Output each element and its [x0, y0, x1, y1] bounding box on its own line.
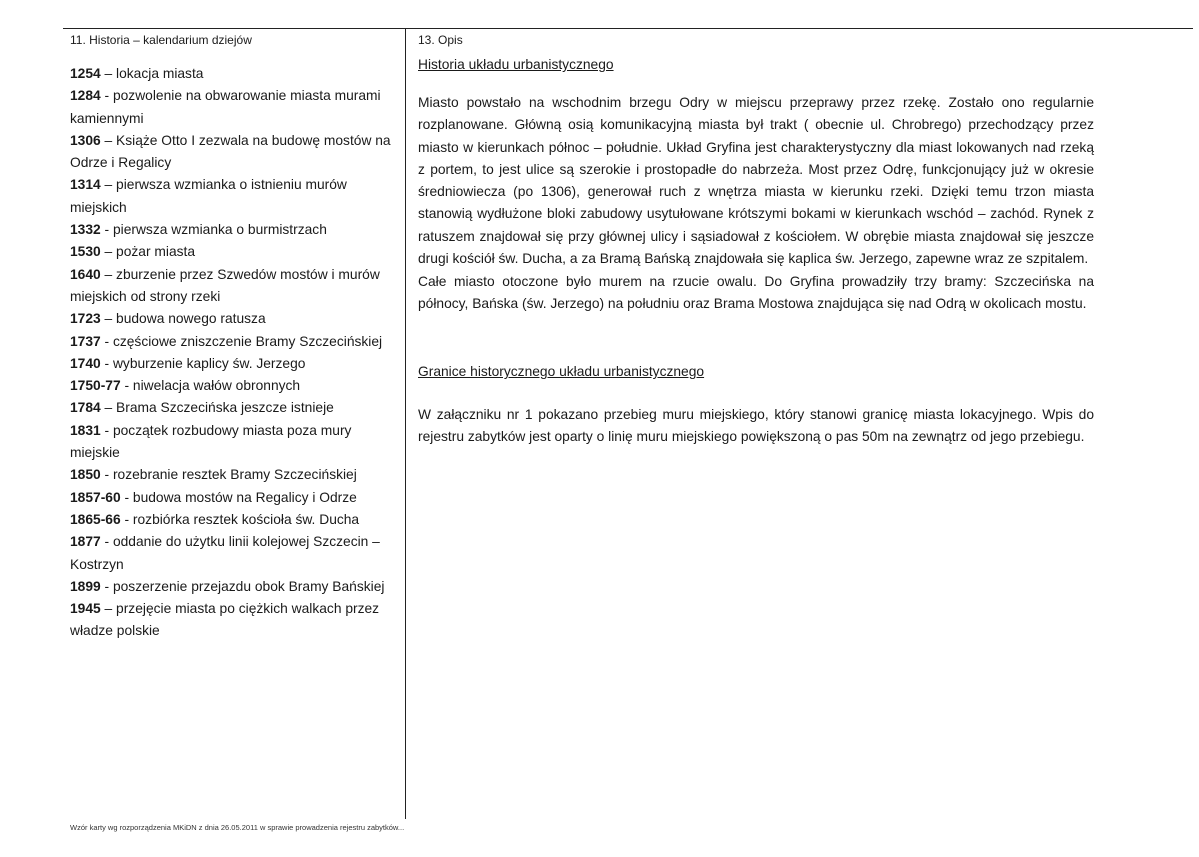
entry-year: 1857-60: [70, 489, 121, 505]
subheading-historia-ukladu: Historia układu urbanistycznego: [418, 57, 614, 72]
entry-text: - rozebranie resztek Bramy Szczecińskiej: [100, 467, 357, 483]
entry-text: - wyburzenie kaplicy św. Jerzego: [100, 355, 306, 371]
entry-text: – pierwsza wzmianka o istnieniu murów miejskich: [70, 177, 347, 215]
top-border-line: [63, 28, 1193, 29]
chronology-list: [70, 63, 400, 643]
chronology-entry: [70, 531, 400, 576]
chronology-entry: [70, 331, 400, 353]
paragraph-historia: Miasto powstało na wschodnim brzegu Odry w miejscu przeprawy przez rzekę. Zostało ono regularnie rozplanowane. Główną osią komunikacyjną miasta był trakt ( obecnie ul. Chrobrego) przechodzący przez miasto w kierunkach północ – południe. Układ Gryfina jest charakterystyczny dla miast lokowanych nad rzeką z portem, to jest ulice są szerokie i prostopadłe do nabrzeża. Most przez Odrę, funkcjonujący już w okresie średniowiecza (po 1306), generował ruch z wnętrza miasta w kierunku rzeki. Dzięki temu trzon miasta stanowią wydłużone bloki zabudowy usytułowane krótszymi bokami w kierunkach wschód – zachód. Rynek z ratuszem znajdował się przy głównej ulicy i sąsiadował z kościołem. W obrębie miasta znajdował się jeszcze drugi kościół św. Ducha, a za Bramą Bańską znajdowała się kaplica św. Jerzego, zapewne wraz ze szpitalem.: [418, 95, 1094, 267]
entry-year: 1737: [70, 333, 101, 349]
chronology-entry: [70, 375, 400, 397]
entry-year: 1640: [70, 266, 101, 282]
chronology-entry: [70, 464, 400, 486]
entry-text: - niwelacja wałów obronnych: [120, 378, 301, 394]
entry-text: – zburzenie przez Szwedów mostów i murów miejskich od strony rzeki: [70, 266, 380, 304]
chronology-entry: [70, 397, 400, 419]
paragraph-mury-bramy: Całe miasto otoczone było murem na rzucie owalu. Do Gryfina prowadziły trzy bramy: Szczecińska na północy, Bańska (św. Jerzego) na południu oraz Brama Mostowa znajdująca się nad Odrą w okolicach mostu.: [418, 274, 1094, 312]
entry-text: - rozbiórka resztek kościoła św. Ducha: [120, 511, 360, 527]
entry-year: 1945: [70, 601, 101, 617]
entry-text: - pierwsza wzmianka o burmistrzach: [100, 222, 327, 238]
entry-year: 1784: [70, 400, 101, 416]
entry-year: 1530: [70, 244, 101, 260]
chronology-entry: [70, 241, 400, 263]
chronology-entry: [70, 174, 400, 219]
entry-text: – Brama Szczecińska jeszcze istnieje: [100, 400, 334, 416]
entry-year: 1831: [70, 422, 101, 438]
entry-text: – przejęcie miasta po ciężkich walkach przez władze polskie: [70, 601, 380, 639]
entry-text: – Książe Otto I zezwala na budowę mostów na Odrze i Regalicy: [70, 132, 391, 171]
chronology-entry: [70, 598, 400, 643]
entry-text: - poszerzenie przejazdu obok Bramy Bańskiej: [100, 578, 385, 594]
entry-text: – budowa nowego ratusza: [100, 311, 266, 327]
entry-year: 1314: [70, 177, 101, 193]
entry-year: 1284: [70, 88, 101, 104]
footer-note: Wzór karty wg rozporządzenia MKiDN z dnia 26.05.2011 w sprawie prowadzenia rejestru zabytków...: [70, 823, 405, 832]
chronology-entry: [70, 420, 400, 465]
entry-text: - budowa mostów na Regalicy i Odrze: [120, 489, 357, 505]
entry-year: 1850: [70, 467, 101, 483]
entry-year: 1332: [70, 222, 101, 238]
entry-year: 1740: [70, 355, 101, 371]
section-13-heading: 13. Opis: [418, 33, 463, 47]
entry-text: - częściowe zniszczenie Bramy Szczecińskiej: [100, 333, 383, 349]
chronology-entry: [70, 353, 400, 375]
chronology-entry: [70, 63, 400, 85]
entry-text: – pożar miasta: [100, 244, 196, 260]
entry-year: 1723: [70, 311, 101, 327]
entry-year: 1877: [70, 534, 101, 550]
chronology-entry: [70, 576, 400, 598]
entry-year: 1899: [70, 578, 101, 594]
entry-text: – lokacja miasta: [100, 66, 204, 81]
chronology-entry: [70, 487, 400, 509]
chronology-entry: [70, 85, 400, 130]
chronology-entry: [70, 130, 400, 175]
entry-text: - pozwolenie na obwarowanie miasta murami kamiennymi: [70, 88, 381, 126]
entry-text: - początek rozbudowy miasta poza mury miejskie: [70, 422, 352, 461]
chronology-entry: [70, 219, 400, 241]
entry-year: 1254: [70, 66, 101, 81]
column-divider: [405, 29, 406, 819]
entry-year: 1306: [70, 132, 101, 148]
section-11-heading: 11. Historia – kalendarium dziejów: [70, 33, 252, 47]
chronology-entry: [70, 264, 400, 309]
chronology-entry: [70, 308, 400, 330]
subheading-granice: Granice historycznego układu urbanistycznego: [418, 364, 705, 379]
paragraph-granice: W załączniku nr 1 pokazano przebieg muru miejskiego, który stanowi granicę miasta lokacyjnego. Wpis do rejestru zabytków jest oparty o linię muru miejskiego powiększoną o pas 50m na zewnątrz od jego przebiegu.: [418, 407, 1094, 445]
chronology-entry: [70, 509, 400, 531]
entry-text: - oddanie do użytku linii kolejowej Szczecin – Kostrzyn: [70, 534, 380, 572]
entry-year: 1750-77: [70, 378, 121, 394]
entry-year: 1865-66: [70, 511, 121, 527]
